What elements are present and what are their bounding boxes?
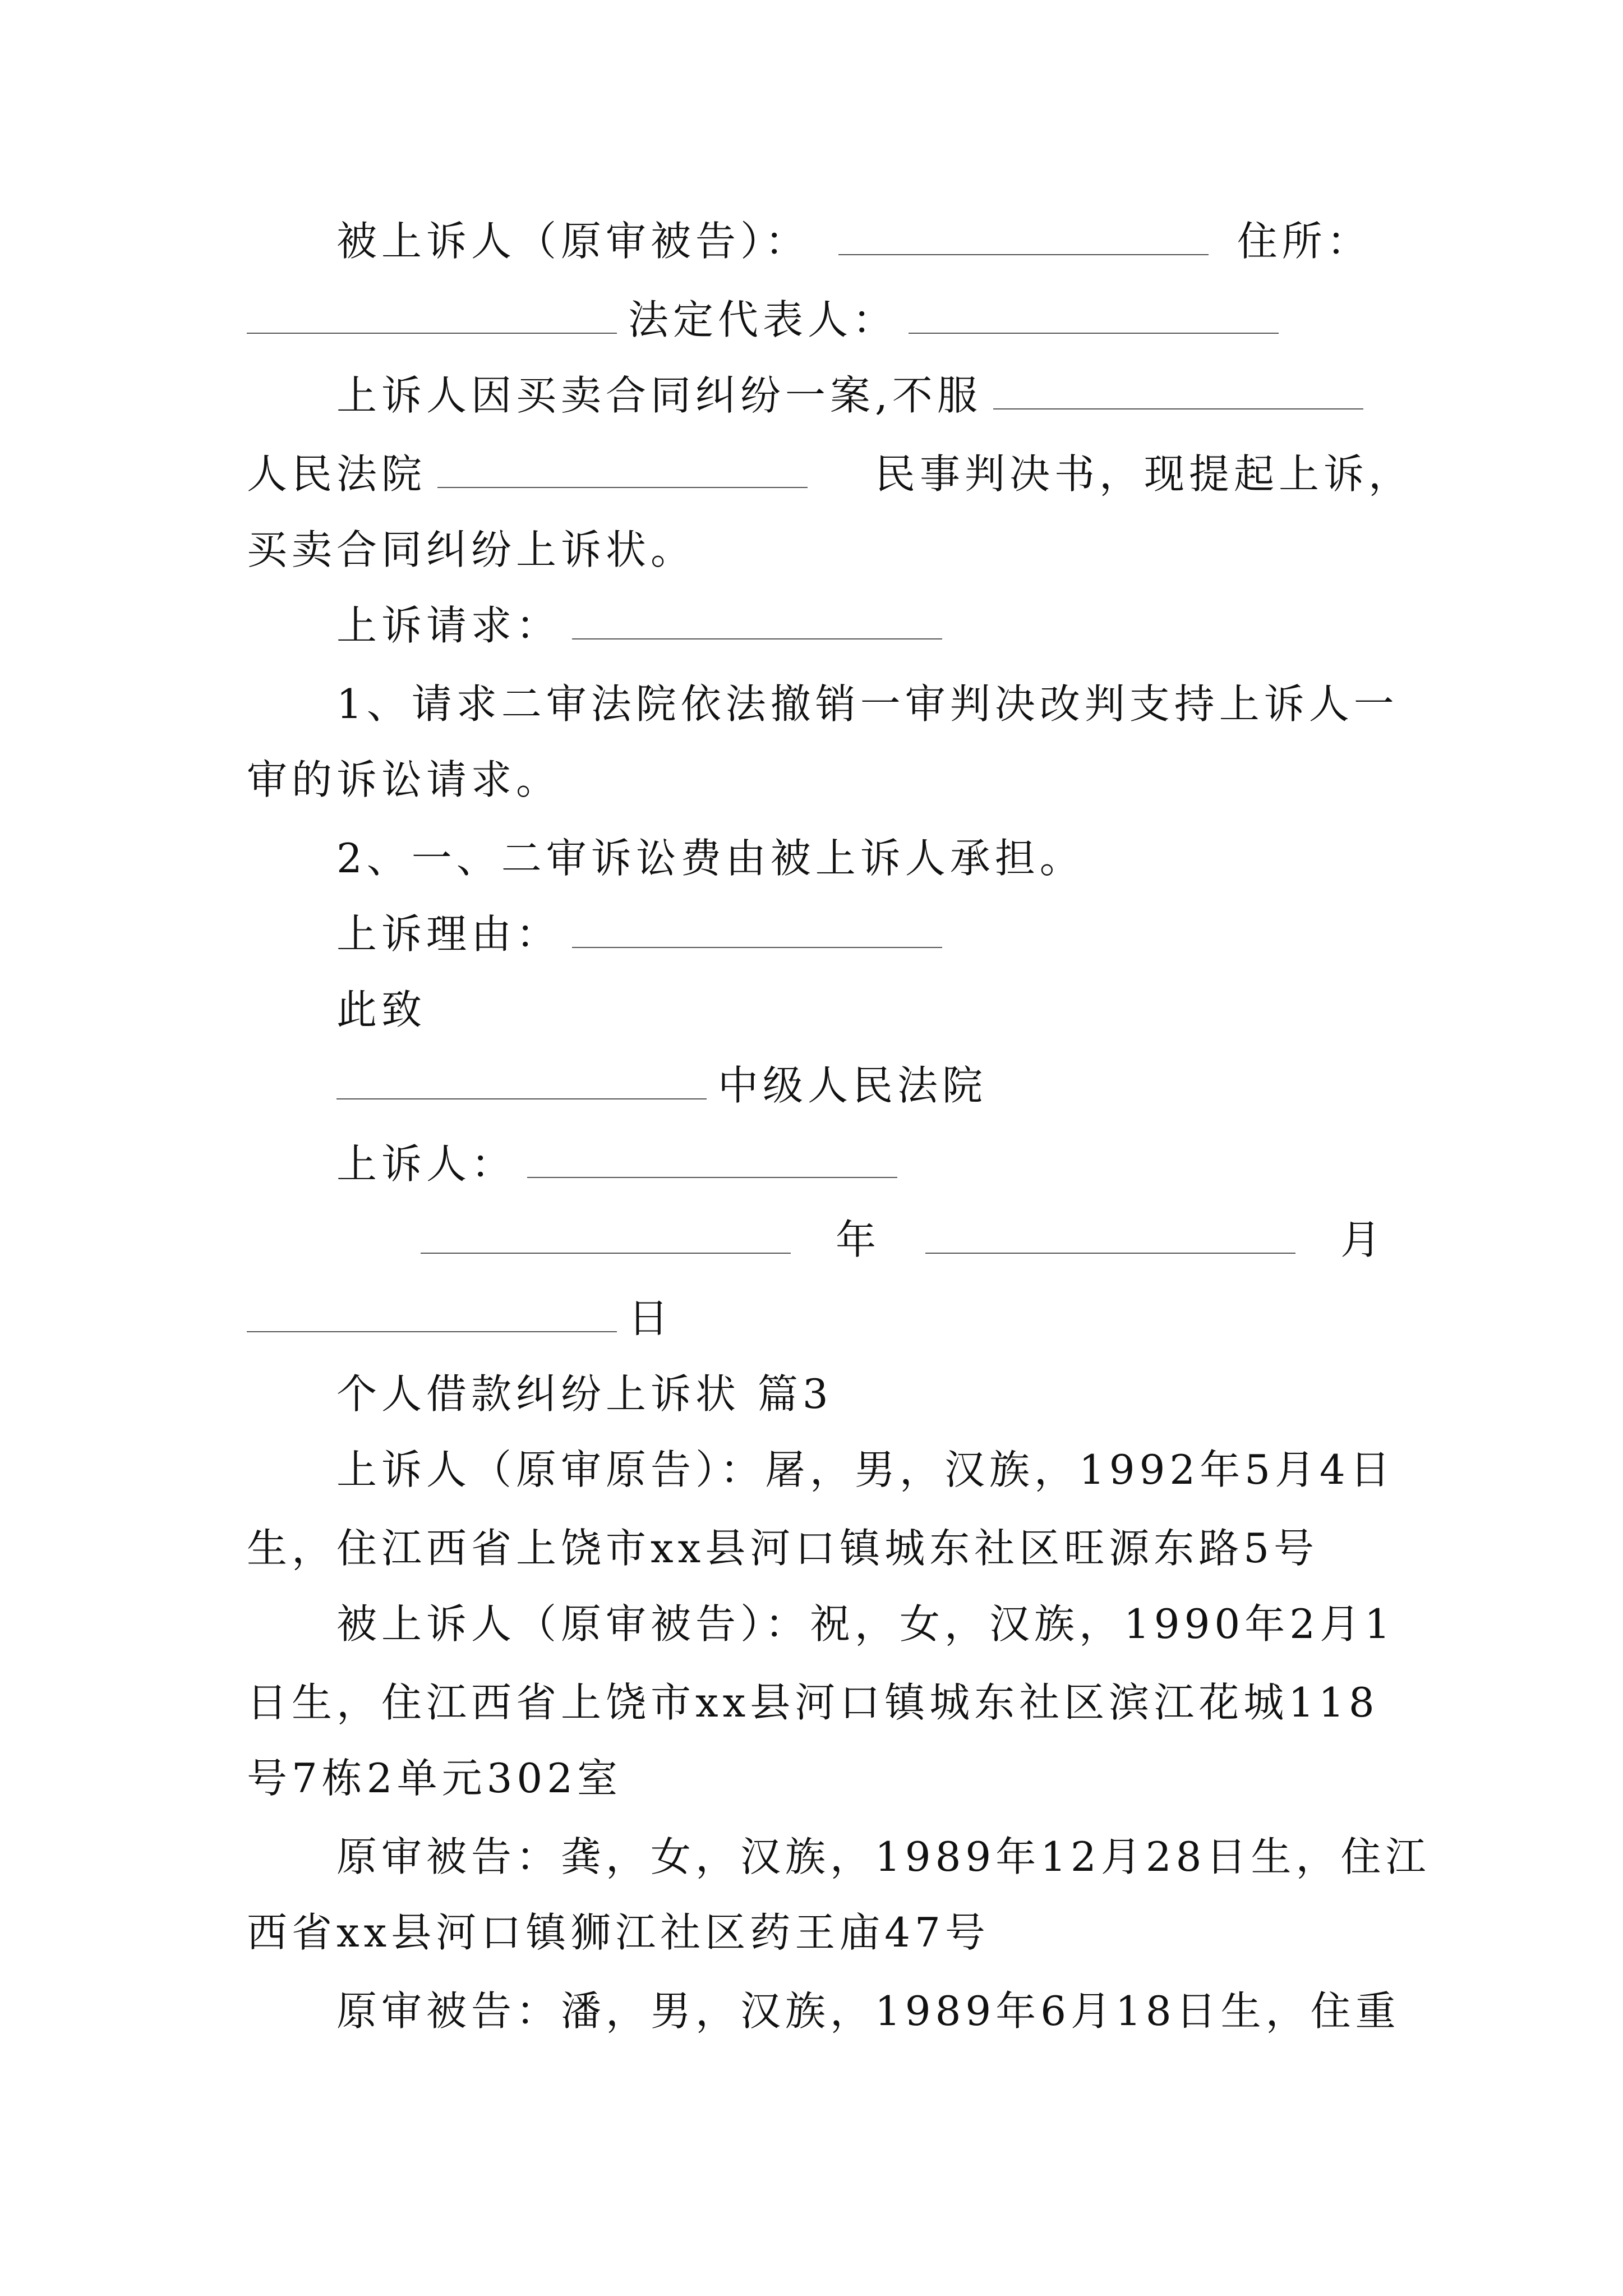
year-blank <box>421 1219 791 1254</box>
appeal-request-line <box>336 597 1469 654</box>
respondent-info-line <box>336 1596 1469 1652</box>
intermediate-court-blank <box>336 1065 707 1099</box>
appeal-reason-line <box>336 906 1469 962</box>
appeal-intro-line <box>336 367 1469 424</box>
intermediate-court-line <box>336 1057 1469 1114</box>
appellant-sign-label: 上诉人： <box>336 1140 517 1188</box>
appeal-request-label: 上诉请求： <box>336 602 561 649</box>
section-heading-text: 个人借款纠纷上诉状 篇3 <box>336 1370 833 1418</box>
request-1-cont-text: 审的诉讼请求。 <box>247 756 561 803</box>
judgment-line <box>247 446 1414 502</box>
case-number-blank <box>437 453 808 488</box>
original-defendant-2-line <box>336 1983 1469 2039</box>
respondent-blank <box>838 220 1209 255</box>
appeal-reason-label: 上诉理由： <box>336 910 561 958</box>
original-defendant-1-text: 原审被告：龚，女，汉族，1989年12月28日生，住江 <box>336 1833 1431 1880</box>
month-blank <box>925 1219 1295 1254</box>
salutation-text: 此致 <box>336 986 427 1033</box>
address-blank <box>247 299 617 334</box>
appellant-address-line <box>247 1520 1380 1576</box>
salutation-line <box>336 982 1469 1038</box>
request-1-cont-line <box>247 752 1380 808</box>
day-line <box>247 1290 1380 1346</box>
respondent-address-text: 日生，住江西省上饶市xx县河口镇城东社区滨江花城118 <box>247 1679 1379 1726</box>
request-1-text: 1、请求二审法院依法撤销一审判决改判支持上诉人一 <box>336 680 1399 728</box>
court-blank <box>993 375 1363 409</box>
respondent-line <box>336 213 1469 269</box>
appellant-info-line <box>336 1442 1469 1498</box>
request-2-line <box>336 830 1469 886</box>
request-2-text: 2、一、二审诉讼费由被上诉人承担。 <box>336 835 1085 882</box>
appellant-address-text: 生，住江西省上饶市xx县河口镇城东社区旺源东路5号 <box>247 1525 1319 1572</box>
judgment-text: 民事判决书，现提起上诉， <box>875 450 1414 498</box>
respondent-address-line <box>247 1674 1380 1731</box>
respondent-label: 被上诉人（原审被告）： <box>336 218 810 265</box>
day-label: 日 <box>628 1295 674 1342</box>
appellant-sign-blank <box>527 1143 897 1178</box>
year-label: 年 <box>836 1216 881 1263</box>
original-defendant-2-text: 原审被告：潘，男，汉族，1989年6月18日生，住重 <box>336 1987 1400 2035</box>
appellant-info-text: 上诉人（原审原告）：屠，男，汉族，1992年5月4日 <box>336 1446 1395 1493</box>
address-label: 住所： <box>1237 218 1372 265</box>
contract-dispute-text: 买卖合同纠纷上诉状。 <box>247 526 696 573</box>
people-court-text: 人民法院 <box>247 450 427 498</box>
legal-rep-line <box>247 292 1380 348</box>
original-defendant-1-line <box>336 1829 1469 1885</box>
appeal-intro-text: 上诉人因买卖合同纠纷一案,不服 <box>336 372 982 419</box>
appellant-sign-line <box>336 1136 1469 1192</box>
appeal-reason-blank <box>572 913 942 948</box>
request-1-line <box>336 676 1469 732</box>
intermediate-court-text: 中级人民法院 <box>718 1062 988 1109</box>
respondent-address-cont-text: 号7栋2单元302室 <box>247 1755 623 1802</box>
section-heading <box>336 1366 1469 1422</box>
appeal-request-blank <box>572 605 942 639</box>
day-blank <box>247 1297 617 1332</box>
respondent-info-text: 被上诉人（原审被告）：祝，女，汉族，1990年2月1 <box>336 1600 1395 1648</box>
original-defendant-1-address-text: 西省xx县河口镇狮江社区药王庙47号 <box>247 1909 990 1956</box>
date-line <box>421 1212 1553 1268</box>
legal-rep-blank <box>909 299 1279 334</box>
legal-rep-label: 法定代表人： <box>628 296 898 343</box>
respondent-address-cont-line <box>247 1750 1380 1806</box>
contract-dispute-line <box>247 522 1380 578</box>
original-defendant-1-address-line <box>247 1904 1380 1961</box>
month-label: 月 <box>1340 1216 1386 1263</box>
